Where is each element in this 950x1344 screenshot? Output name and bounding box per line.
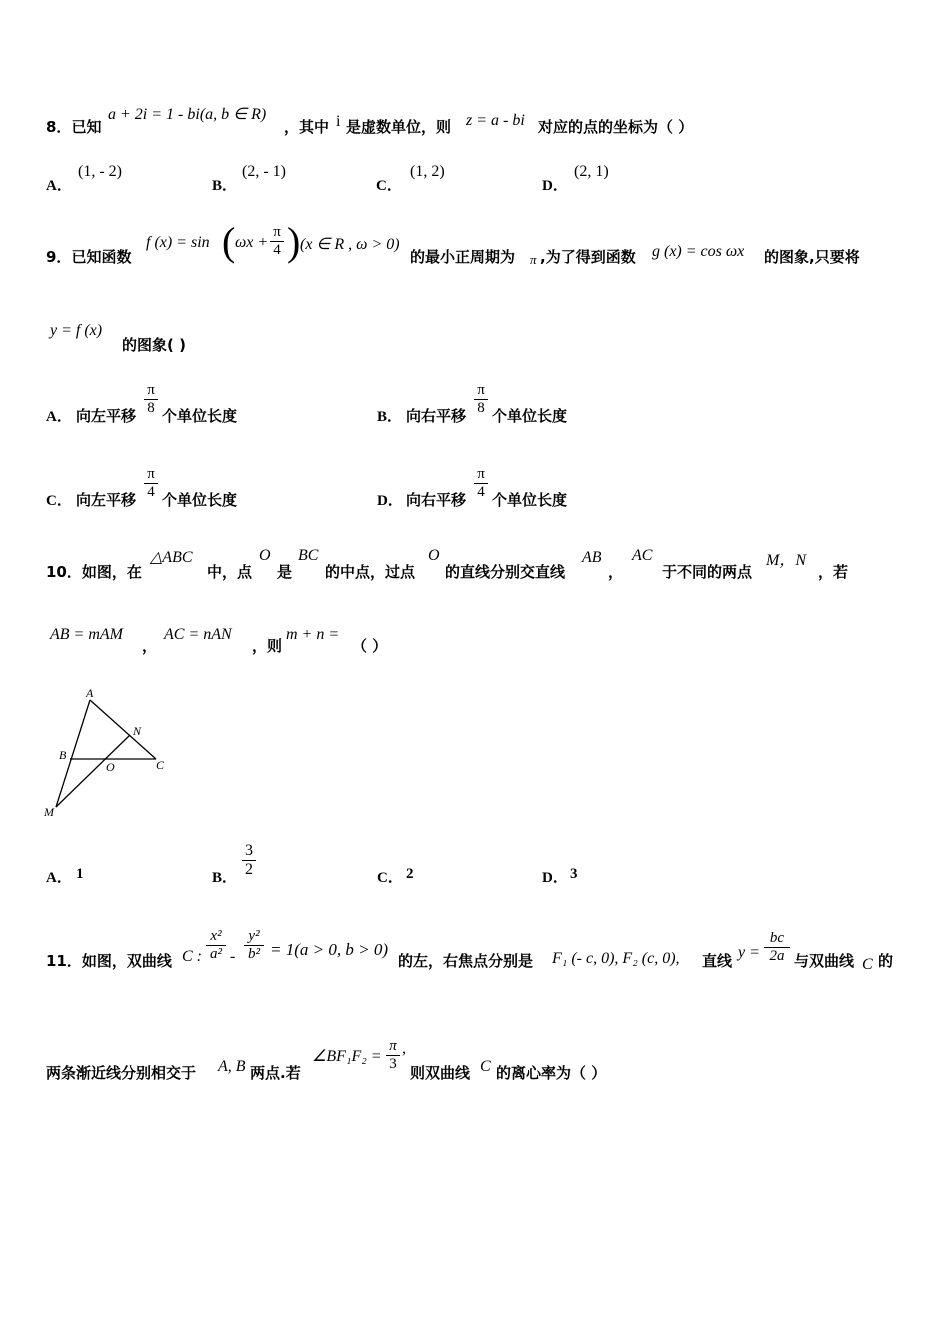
q8-option-c-value: (1, 2): [410, 163, 445, 180]
q11-minus: -: [230, 948, 236, 965]
q9-left-paren: (: [222, 219, 236, 264]
q8-text-1: 已知: [71, 118, 102, 136]
q11-x2: x²: [210, 928, 222, 944]
q8-option-c-label: C．: [376, 178, 402, 194]
q9-option-a-label: A．: [46, 409, 72, 425]
q11-text-4: 与双曲线: [794, 952, 855, 970]
q11-b2: b²: [248, 946, 260, 962]
q10-fig-label-a: A: [86, 686, 94, 700]
q9-text-4: 的图象,只要将: [764, 248, 860, 266]
q11-angle-den: 3: [389, 1056, 397, 1072]
q11-y2-over-b2: [244, 928, 264, 963]
q10-text-2: 中，点: [207, 563, 253, 581]
q11-points-ab: A, B: [218, 1058, 246, 1075]
q8-equation: a + 2i = 1 - bi(a, b ∈ R): [108, 106, 267, 123]
q10-number: 10．: [46, 563, 82, 581]
q9-option-c-label: C．: [46, 493, 72, 509]
q10-fig-label-n: N: [133, 724, 142, 738]
q10-text-1: 如图，在: [81, 563, 142, 581]
q9-period-pi: π: [530, 252, 537, 267]
q10-line-ac: AC: [632, 547, 653, 564]
q10-eq-sum: m + n =: [286, 626, 340, 643]
q10-triangle-figure: [40, 682, 180, 822]
q10-point-o: O: [259, 547, 271, 564]
q10-option-b-frac: [242, 842, 256, 879]
q11-rhs: = 1(a > 0, b > 0): [270, 940, 388, 959]
q10-segment-bc: BC: [298, 547, 319, 564]
q9-y-expr: y = f (x): [50, 322, 103, 339]
q9-option-a-frac: [144, 382, 158, 417]
q11-curve-c-2: C: [862, 956, 873, 973]
q10-text-5: 的直线分别交直线: [445, 563, 566, 581]
q8-option-d-value: (2, 1): [574, 163, 609, 180]
q9-frac-den: 4: [273, 242, 281, 258]
q11-2a: 2a: [769, 948, 785, 964]
q10-text-8: ，则: [252, 637, 283, 655]
q9-f-lhs: f (x) = sin: [146, 234, 210, 251]
q10-text-6: 于不同的两点: [662, 563, 753, 581]
q9-g-expr: g (x) = cos ωx: [652, 243, 745, 260]
q11-foci: F₁ (- c, 0), F₂ (c, 0),: [552, 950, 680, 967]
q9-option-b-post: 个单位长度: [492, 407, 568, 425]
q10-point-o-2: O: [428, 547, 440, 564]
q11-comma: ,: [402, 1040, 406, 1057]
q9-option-b-frac: [474, 382, 488, 417]
q9-option-b-pre: 向右平移: [406, 407, 467, 425]
q10-eq-ab: AB = mAM: [50, 626, 123, 643]
q8-stem: [46, 116, 101, 137]
q8-text-3: 是虚数单位，则: [346, 118, 452, 136]
q9-option-d-num: π: [477, 466, 485, 482]
q10-text-4: 的中点，过点: [325, 563, 416, 581]
q11-angle: ∠BF₁F₂ =: [312, 1048, 382, 1065]
q8-option-b-value: (2, - 1): [242, 163, 286, 180]
q9-option-d-label: D．: [377, 493, 403, 509]
q11-bc: bc: [769, 930, 785, 946]
q11-a2: a²: [210, 946, 222, 962]
q11-number: 11．: [46, 952, 82, 970]
q8-imag-unit: i: [336, 113, 341, 130]
q11-x2-over-a2: [206, 928, 226, 963]
q9-option-c-pre: 向左平移: [76, 491, 137, 509]
q10-option-d-label: D．: [542, 870, 568, 886]
q10-fig-label-o: O: [106, 760, 115, 774]
q11-text-3: 直线: [702, 952, 733, 970]
q10-sep-2: ，: [142, 637, 158, 655]
q10-eq-ac: AC = nAN: [164, 626, 232, 643]
q11-pi-over-3: [386, 1038, 400, 1073]
q9-condition: (x ∈ R , ω > 0): [300, 236, 400, 253]
q9-option-c-post: 个单位长度: [162, 491, 238, 509]
q11-text-9: 的离心率为（ ）: [496, 1064, 607, 1082]
q10-option-c-value: 2: [406, 866, 414, 882]
q9-option-a-den: 8: [147, 400, 155, 416]
q10-option-c-label: C．: [377, 870, 403, 886]
q11-text-2: 的左，右焦点分别是: [398, 952, 534, 970]
q9-option-b-den: 8: [477, 400, 485, 416]
q10-line-ab: AB: [582, 549, 602, 566]
q10-option-a-value: 1: [76, 866, 84, 882]
q9-option-a-post: 个单位长度: [162, 407, 238, 425]
q9-text-2: 的最小正周期为: [410, 248, 516, 266]
q10-option-d-value: 3: [570, 866, 578, 882]
q9-option-d-pre: 向右平移: [406, 491, 467, 509]
q8-option-b-label: B．: [212, 178, 238, 194]
q11-text-6: 两条渐近线分别相交于: [46, 1064, 197, 1082]
q8-z-expr: z = a - bi: [466, 112, 525, 129]
q10-points-mn: M，N: [766, 552, 807, 569]
q9-option-d-den: 4: [477, 484, 485, 500]
q10-option-a-label: A．: [46, 870, 72, 886]
q8-option-a-label: A．: [46, 178, 72, 194]
q9-option-c-num: π: [147, 466, 155, 482]
q11-curve-c-3: C: [480, 1058, 491, 1075]
q9-option-b-num: π: [477, 382, 485, 398]
q9-right-paren: ): [287, 219, 301, 264]
q10-fig-line-ac: [90, 700, 156, 759]
q9-option-b-label: B．: [377, 409, 403, 425]
q8-number: 8．: [46, 118, 72, 136]
q11-text-7: 两点.若: [250, 1064, 301, 1082]
q9-text-5: 的图象( ): [122, 336, 186, 354]
q10-text-3: 是: [277, 563, 293, 581]
q9-text-3: ,为了得到函数: [540, 248, 636, 266]
q9-text-1: 已知函数: [71, 248, 132, 266]
q9-stem: [46, 246, 131, 267]
q11-text-5: 的: [878, 952, 894, 970]
q11-y-eq: y =: [738, 944, 760, 961]
q9-option-d-post: 个单位长度: [492, 491, 568, 509]
q11-curve-name: C :: [182, 948, 202, 965]
q9-pi-over-4: [270, 224, 284, 259]
q11-angle-num: π: [389, 1038, 397, 1054]
q9-option-c-den: 4: [147, 484, 155, 500]
q8-option-a-value: (1, - 2): [78, 163, 122, 180]
q9-option-d-frac: [474, 466, 488, 501]
q11-bc-over-2a: [764, 930, 790, 965]
q10-option-b-num: 3: [245, 842, 253, 859]
q11-y2: y²: [248, 928, 260, 944]
q9-f-arg: ωx +: [235, 234, 269, 251]
q10-text-9: （ ）: [352, 637, 388, 655]
q9-option-a-num: π: [147, 382, 155, 398]
q10-stem: [46, 561, 142, 582]
q11-text-8: 则双曲线: [410, 1064, 471, 1082]
q10-option-b-den: 2: [245, 861, 253, 878]
q9-option-a-pre: 向左平移: [76, 407, 137, 425]
q10-text-7: ，若: [818, 563, 849, 581]
q11-stem: [46, 950, 172, 971]
q9-frac-num: π: [273, 224, 281, 240]
q10-sep: ，: [608, 563, 624, 581]
q11-text-1: 如图，双曲线: [81, 952, 172, 970]
q8-option-d-label: D．: [542, 178, 568, 194]
q10-triangle: △ABC: [150, 549, 193, 566]
q10-fig-label-m: M: [44, 805, 54, 819]
q9-option-c-frac: [144, 466, 158, 501]
q8-text-2: ，其中: [284, 118, 330, 136]
q10-fig-label-b: B: [59, 748, 67, 762]
q8-text-4: 对应的点的坐标为（ ）: [538, 118, 694, 136]
q9-number: 9．: [46, 248, 72, 266]
q10-option-b-label: B．: [212, 870, 238, 886]
q10-fig-label-c: C: [156, 758, 165, 772]
